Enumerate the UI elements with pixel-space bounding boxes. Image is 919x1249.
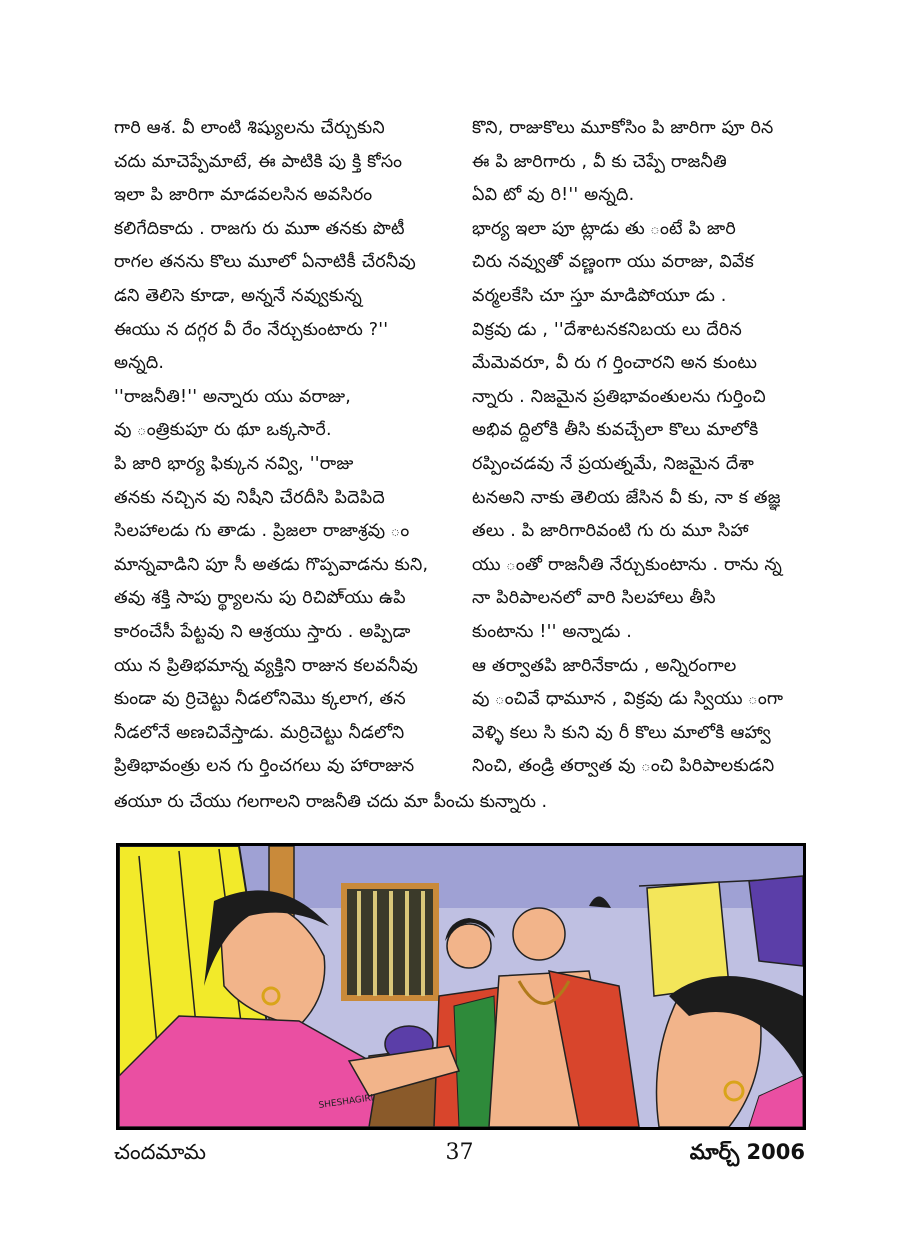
text-line: తనకు నచ్చిన వు నిషీని చేరదీసి పిదెపిదె	[114, 487, 385, 508]
text-line: నా పిరిపాలనలో వారి సిలహాలు తీసి	[472, 588, 716, 609]
illustration-drawing	[119, 846, 803, 1127]
text-line: ''రాజనీతి!'' అన్నారు యు వరాజు,	[114, 386, 352, 407]
text-line: మాన్నవాడిని పూ సీ అతడు గొప్పవాడను కుని,	[114, 554, 429, 575]
text-line: నీడలోనే అణచివేస్తాడు. మర్రిచెట్టు నీడలోని	[114, 722, 405, 743]
text-line: కొని, రాజుకొలు మూకోసిం పి జారిగా పూ రిన	[472, 118, 774, 138]
text-line: నించి, తండ్రి తర్వాత వు ంచి పిరిపాలకుడని	[472, 756, 775, 777]
text-line: ఈ పి జారిగారు , వీ కు చెప్పే రాజనీతి	[472, 151, 727, 172]
text-line: రప్పించడవు నే ప్రయత్నమే, నిజమైన దేశా	[472, 453, 755, 474]
text-line: అభివ ద్దిలోకి తీసి కువచ్చేలా కొలు మాలోకి	[472, 420, 759, 441]
text-line: ఈయు న దగ్గర వీ రేం నేర్చుకుంటారు ?''	[114, 319, 389, 340]
text-line: రాగల తనను కొలు మూలో ఏనాటికీ చేరనీవు	[114, 252, 416, 273]
text-line: చదు మాచెప్పేమాటే, ఈ పాటికి పు క్తి కోసం	[114, 151, 403, 172]
text-line: చిరు నవ్వుతో వణ్ణంగా యు వరాజు, వివేక	[472, 252, 754, 273]
text-line: తవు శక్తి సాపు ర్థ్యాలను పు రిచిపొ్యు ఉపి	[114, 588, 406, 609]
text-line: అన్నది.	[114, 353, 165, 374]
text-line: సిలహాలడు గు తాడు . ప్రిజలా రాజాశ్రవు ం	[114, 521, 410, 542]
text-line: గారి ఆశ. వీ లాంటి శిష్యులను చేర్చుకుని	[114, 118, 385, 138]
text-line: డని తెలిసె కూడా, అన్ననే నవ్వుకున్న	[114, 285, 362, 306]
text-line: వెళ్ళి కలు సి కుని వు రీ కొలు మాలోకి ఆహ్వా	[472, 722, 771, 743]
text-line: తలు . పి జారిగారివంటి గు రు మూ సిహా	[472, 521, 749, 542]
text-line: మేమెవరూ, వీ రు గ ర్తించారని అన కుంటు	[472, 353, 758, 374]
text-column-left	[114, 112, 466, 784]
text-line: పి జారి భార్య ఫిక్కున నవ్వి, ''రాజు	[114, 453, 354, 474]
text-line: విక్రవు డు , ''దేశాటనకనిబయ లు దేరిన	[472, 319, 742, 340]
text-line: ఆ తర్వాతపి జారినేకాదు , అన్నిరంగాల	[472, 655, 737, 676]
text-line: న్నారు . నిజమైన ప్రతిభావంతులను గుర్తించి	[472, 386, 766, 407]
final-paragraph-line: తయూ రు చేయు గలగాలని రాజనీతి చదు మా పీంచు కున్నారు .	[114, 792, 548, 812]
artist-signature: SHESHAGIRI	[318, 1093, 375, 1111]
story-illustration	[116, 843, 806, 1130]
text-line: యు ంతో రాజనీతి నేర్చుకుంటాను . రాను న్న	[472, 554, 783, 575]
text-line: వు ంచివే ధామూన , విక్రవు డు స్వియు ంగా	[472, 689, 784, 710]
text-line: వు ంత్రికుపూ రు థూ ఒక్కసారే.	[114, 420, 332, 441]
text-line: కలిగేదికాదు . రాజగు రు మూా తనకు పొటీ	[114, 218, 405, 239]
text-line: కుంటాను !'' అన్నాడు .	[472, 621, 633, 642]
text-line: కారంచేసీ పేట్టవు ని ఆశ్రయు స్తారు . అప్పిడా	[114, 621, 411, 642]
text-line: యు న ప్రితిభమాన్న వ్యక్తిని రాజున కలవనీవు	[114, 655, 419, 676]
text-line: ఏవి టో వు రి!'' అన్నది.	[472, 185, 635, 206]
issue-date: మార్చ్ 2006	[689, 1140, 805, 1164]
text-line: ప్రితిభావంత్రు లన గు ర్తించగలు వు హారాజున	[114, 756, 415, 777]
text-line: కుండా వు ర్రిచెట్టు నీడలోనిమొ క్కలాగ, తన	[114, 689, 406, 710]
text-column-right	[472, 112, 824, 784]
text-line: వర్మలకేసి చూ స్తూ మాడిపోయూ డు .	[472, 285, 727, 306]
text-line: టనఅని నాకు తెలియ జేసిన వీ కు, నా క తజ్ఞ	[472, 487, 781, 508]
magazine-name: చందమామ	[114, 1140, 206, 1164]
text-line: ఇలా పి జారిగా మాడవలసిన అవసిరం	[114, 185, 373, 206]
text-line: భార్య ఇలా పూ ట్లాడు తు ంటే పి జారి	[472, 218, 736, 239]
page-number: 37	[445, 1140, 474, 1165]
